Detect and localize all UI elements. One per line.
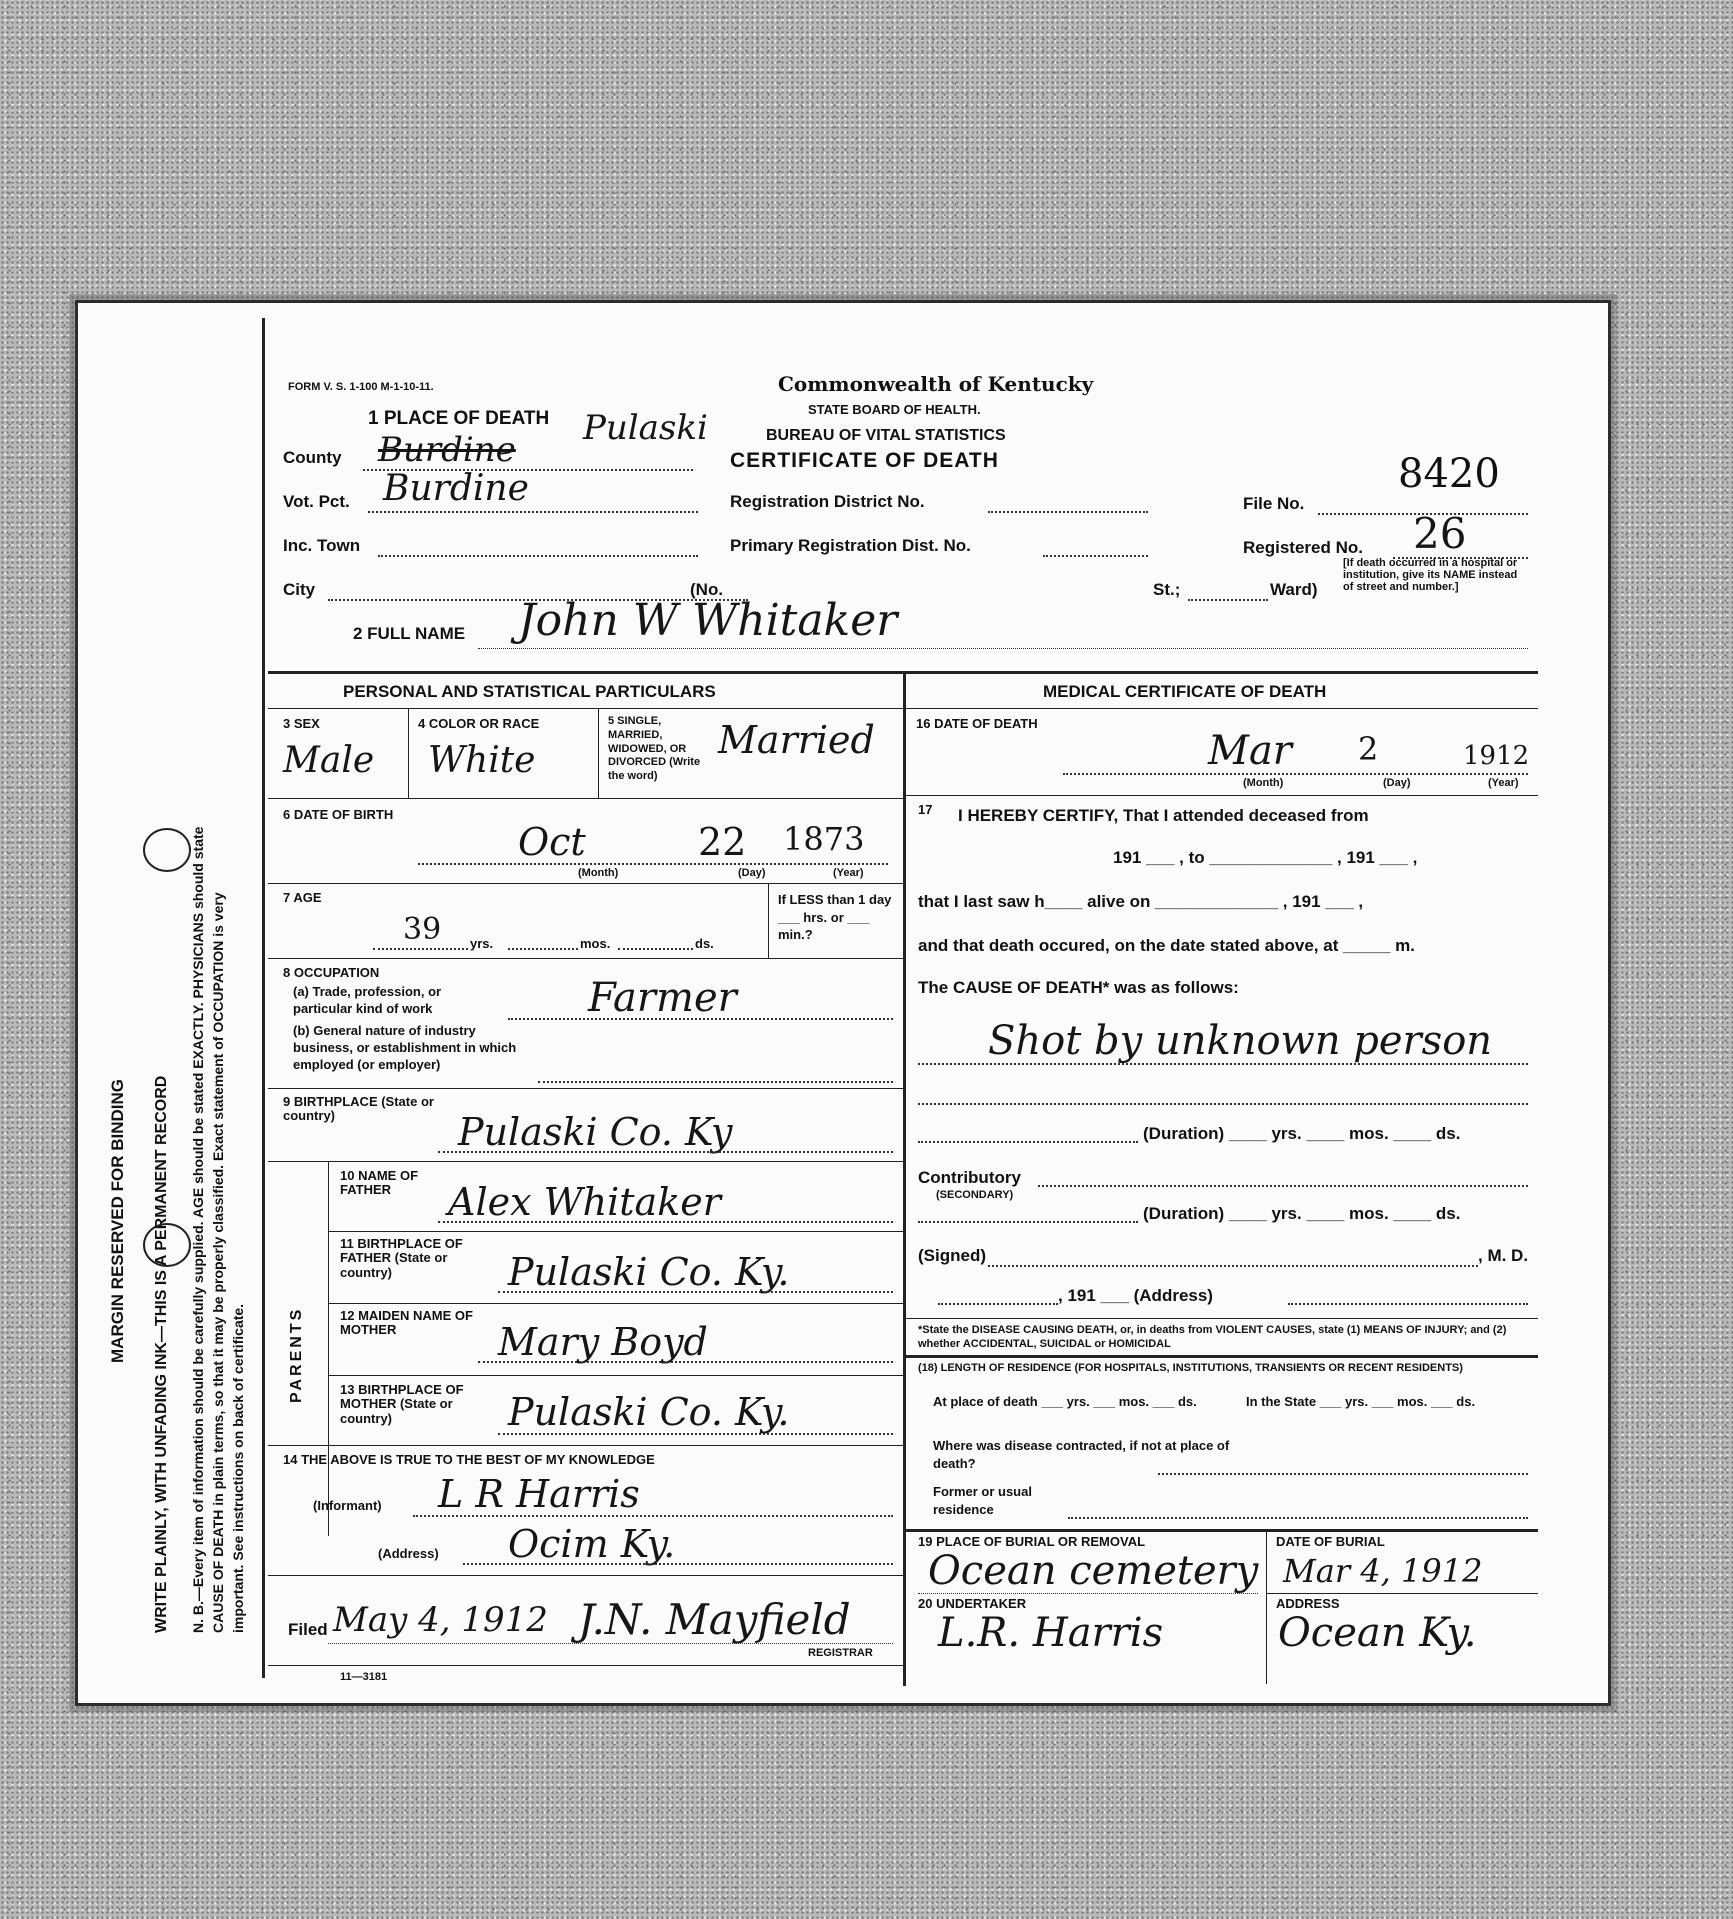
duration-line-2 — [918, 1221, 1138, 1223]
row-rule — [328, 1303, 903, 1304]
margin-note-line2: CAUSE OF DEATH in plain terms, so that it may be properly classified. Exact statement of OCCUPATION is very — [210, 892, 226, 1633]
margin-binding-note: MARGIN RESERVED FOR BINDING — [108, 1079, 127, 1363]
full-name-label: 2 FULL NAME — [353, 624, 466, 643]
form-code: 11—3181 — [340, 1671, 388, 1683]
registered-no-line — [1393, 557, 1528, 559]
board-heading: STATE BOARD OF HEALTH. — [808, 402, 981, 417]
vot-pct-value: Burdine — [383, 468, 529, 509]
row-rule — [903, 1529, 1538, 1532]
dob-day: 22 — [698, 820, 747, 864]
md-label: , M. D. — [1478, 1246, 1529, 1265]
residence-in-state: In the State ___ yrs. ___ mos. ___ ds. — [1246, 1394, 1476, 1409]
center-divider — [903, 671, 906, 1686]
residence-at-place: At place of death ___ yrs. ___ mos. ___ ds. — [933, 1394, 1197, 1409]
death-date-line — [1063, 773, 1528, 775]
burial-date-label: DATE OF BURIAL — [1276, 1534, 1385, 1549]
cause-of-death-value: Shot by unknown person — [988, 1018, 1493, 1064]
occupation-b-label: (b) General nature of industry business, or establishment in which employed (or employer) — [293, 1023, 517, 1072]
age-yrs-label: yrs. — [470, 936, 494, 951]
primary-registration-line — [1043, 555, 1148, 557]
certificate-title: CERTIFICATE OF DEATH — [730, 449, 999, 472]
burial-divider — [1266, 1529, 1267, 1684]
age-days-line — [618, 948, 693, 950]
father-birthplace-value: Pulaski Co. Ky. — [508, 1250, 790, 1294]
sex-divider — [408, 708, 409, 798]
filed-date-value: May 4, 1912 — [333, 1600, 548, 1640]
signed-date-address: , 191 ___ (Address) — [1058, 1286, 1213, 1305]
age-divider — [768, 883, 769, 958]
margin-note-line3: important. See instructions on back of certificate. — [230, 1303, 246, 1633]
color-label: 4 COLOR OR RACE — [418, 716, 540, 731]
row-rule — [903, 795, 1538, 796]
cause-footnote: *State the DISEASE CAUSING DEATH, or, in deaths from VIOLENT CAUSES, state (1) MEANS OF INJURY; and (2) whether ACCIDENTAL, SUICIDAL or HOMICIDAL — [918, 1324, 1507, 1351]
county-struck-value: Burdine — [378, 430, 516, 470]
contributory-line — [1038, 1185, 1528, 1187]
commonwealth-heading: Commonwealth of Kentucky — [778, 372, 1094, 396]
file-no-label: File No. — [1243, 494, 1305, 513]
hospital-note: [If death occurred in a hospital or institution, give its NAME instead of street and number.] — [1343, 557, 1518, 594]
age-ds-label: ds. — [695, 936, 714, 951]
full-name-value: John W Whitaker — [518, 595, 898, 646]
informant-address-label: (Address) — [378, 1546, 439, 1561]
row-rule — [903, 1318, 1538, 1319]
row-rule — [268, 958, 903, 959]
parents-label: PARENTS — [288, 1306, 305, 1403]
age-value: 39 — [403, 912, 442, 947]
informant-label: (Informant) — [313, 1498, 382, 1513]
street-label: St.; — [1153, 580, 1181, 599]
marital-label: 5 SINGLE, MARRIED, WIDOWED, OR DIVORCED (Write the word) — [608, 715, 701, 782]
attended-from-to: 191 ___ , to _____________ , 191 ___ , — [1113, 848, 1418, 867]
mother-birthplace-value: Pulaski Co. Ky. — [508, 1390, 790, 1434]
contracted-line — [1158, 1473, 1528, 1475]
registration-district-label: Registration District No. — [730, 492, 925, 511]
registration-district-line — [988, 511, 1148, 513]
vot-pct-line — [368, 511, 698, 513]
dob-year-caption: (Year) — [833, 867, 864, 879]
age-label: 7 AGE — [283, 890, 322, 905]
margin-circle-mark — [143, 828, 191, 872]
dob-month-caption: (Month) — [578, 867, 619, 879]
dob-day-caption: (Day) — [738, 867, 766, 879]
filed-line — [328, 1643, 893, 1644]
death-month: Mar — [1208, 728, 1292, 774]
ward-label: Ward) — [1270, 580, 1318, 599]
street-line — [1188, 599, 1268, 601]
residence-label: (18) LENGTH OF RESIDENCE (FOR HOSPITALS, INSTITUTIONS, TRANSIENTS OR RECENT RESIDENTS) — [918, 1362, 1463, 1374]
dob-label: 6 DATE OF BIRTH — [283, 807, 394, 822]
full-name-line — [478, 648, 1528, 649]
occupation-value: Farmer — [588, 975, 737, 1021]
father-name-value: Alex Whitaker — [448, 1180, 721, 1224]
informant-value: L R Harris — [438, 1472, 640, 1516]
mother-name-value: Mary Boyd — [498, 1320, 708, 1364]
age-years-line — [373, 948, 468, 950]
place-of-death-heading: 1 PLACE OF DEATH — [368, 408, 550, 429]
bureau-heading: BUREAU OF VITAL STATISTICS — [766, 427, 1006, 444]
secondary-label: (SECONDARY) — [936, 1189, 1014, 1201]
death-year: 1912 — [1463, 741, 1530, 771]
informant-line — [413, 1515, 893, 1517]
row-rule — [1266, 1593, 1538, 1594]
undertaker-value: L.R. Harris — [938, 1610, 1164, 1656]
signed-label: (Signed) — [918, 1246, 986, 1265]
undertaker-label: 20 UNDERTAKER — [918, 1596, 1027, 1611]
birthplace-label: 9 BIRTHPLACE (State or country) — [283, 1094, 434, 1124]
last-saw-alive: that I last saw h____ alive on _____________ , 191 ___ , — [918, 892, 1364, 911]
heading-rule — [268, 708, 1538, 709]
vot-pct-label: Vot. Pct. — [283, 492, 350, 511]
dob-year: 1873 — [783, 820, 865, 858]
row-rule — [268, 883, 903, 884]
county-value: Pulaski — [583, 408, 708, 448]
father-name-label: 10 NAME OF FATHER — [340, 1168, 419, 1198]
row-rule — [268, 1665, 903, 1666]
row-rule — [268, 1088, 903, 1089]
certify-statement: I HEREBY CERTIFY, That I attended deceased from — [958, 806, 1369, 825]
death-year-caption: (Year) — [1488, 777, 1519, 789]
father-birthplace-label: 11 BIRTHPLACE OF FATHER (State or country) — [340, 1236, 463, 1280]
dob-month: Oct — [518, 820, 586, 864]
registrar-label: REGISTRAR — [808, 1647, 873, 1659]
mother-name-line — [478, 1361, 893, 1363]
margin-circle-mark — [143, 1223, 191, 1267]
form-number: FORM V. S. 1-100 M-1-10-11. — [288, 381, 434, 393]
father-birthplace-line — [498, 1291, 893, 1293]
cause-of-death-label: The CAUSE OF DEATH* was as follows: — [918, 978, 1239, 997]
registered-no-label: Registered No. — [1243, 538, 1363, 557]
personal-heading: PERSONAL AND STATISTICAL PARTICULARS — [343, 682, 716, 701]
margin-rule — [262, 318, 265, 1678]
row-rule — [328, 1231, 903, 1232]
color-value: White — [428, 740, 536, 781]
birthplace-value: Pulaski Co. Ky — [458, 1110, 733, 1154]
mother-name-label: 12 MAIDEN NAME OF MOTHER — [340, 1308, 473, 1338]
row-rule — [268, 1575, 903, 1576]
occupation-label: 8 OCCUPATION — [283, 965, 380, 980]
disease-contracted-label: Where was disease contracted, if not at place of death? — [933, 1438, 1230, 1472]
registrar-signature: J.N. Mayfield — [578, 1595, 851, 1644]
filed-label: Filed — [288, 1620, 328, 1639]
occupation-b-line — [538, 1081, 893, 1083]
birthplace-line — [438, 1151, 893, 1153]
street-no-label: (No. — [690, 580, 724, 599]
primary-registration-label: Primary Registration Dist. No. — [730, 536, 971, 555]
cause-line-1 — [918, 1063, 1528, 1065]
burial-place-line — [918, 1593, 1258, 1594]
informant-address-line — [463, 1563, 893, 1565]
registered-no-value: 26 — [1413, 509, 1467, 558]
inc-town-label: Inc. Town — [283, 536, 361, 555]
father-name-line — [438, 1221, 893, 1223]
county-label: County — [283, 448, 342, 467]
death-day: 2 — [1358, 730, 1379, 768]
age-mos-label: mos. — [580, 936, 611, 951]
color-divider — [598, 708, 599, 798]
death-date-label: 16 DATE OF DEATH — [916, 716, 1038, 731]
mother-birthplace-label: 13 BIRTHPLACE OF MOTHER (State or country) — [340, 1382, 464, 1426]
margin-write-plainly-note: WRITE PLAINLY, WITH UNFADING INK—THIS IS A PERMANENT RECORD — [153, 1075, 170, 1633]
margin-note-line1: N. B.—Every item of information should be carefully supplied. AGE should be stated EXACTLY. PHYSICIANS should state — [190, 826, 206, 1633]
former-residence-label: Former or usual residence — [933, 1484, 1032, 1518]
occupation-a-line — [508, 1018, 893, 1020]
less-than-day-label: If LESS than 1 day ___ hrs. or ___ min.? — [778, 892, 892, 943]
death-certificate: MARGIN RESERVED FOR BINDING WRITE PLAINLY, WITH UNFADING INK—THIS IS A PERMANENT RECORD N. B.—Every item of information should be carefully supplied. AGE should be stated EXACTLY. PHYSICIANS should state CAUSE OF DEATH in plain terms, so that it may be properly classified. Exact statement of OCCUPATION is very important. See instructions on back of certificate. FORM V. S. 1-100 M-1-10-11. Commonwealth of Kentucky STATE BOARD OF HEALTH. BUREAU OF VITAL STATISTICS CERTIFICATE OF DEATH 1 PLACE OF DEATH County Burdine Pulaski Vot. Pct. Burdine Inc. Town City (No. St.; Ward) [If death occurred in a hospital or institution, give its NAME instead of street and number.] Registration District No. Primary Registration Dist. No. 8420 File No. Registered No. 26 2 FULL NAME John W Whitaker PERSONAL AND STATISTICAL PARTICULARS MEDICAL CERTIFICATE OF DEATH 3 SEX Male 4 COLOR OR RACE White 5 SINGLE, MARRIED, WIDOWED, OR DIVORCED (Write the word) Married 6 DATE OF BIRTH Oct 22 1873 (Month) (Day) (Year) 7 AGE 39 yrs. mos. ds. If LESS than 1 day ___ hrs. or ___ min.? 8 OCCUPATION (a) Trade, profession, or particular kind of work Farmer (b) General nature of industry business, or establishment in which employed (or employer) 9 BIRTHPLACE (State or country) Pulaski Co. Ky PARENTS 10 NAME OF FATHER Alex Whitaker 11 BIRTHPLACE OF FATHER (State or country) Pulaski Co. Ky. 12 MAIDEN NAME OF MOTHER Mary Boyd 13 BIRTHPLACE OF MOTHER (State or country) Pulaski Co. Ky. 14 THE ABOVE IS TRUE TO THE BEST OF MY KNOWLEDGE (Informant) L R Harris (Address) Ocim Ky. Filed May 4, 1912 J.N. Mayfield REGISTRAR 11—3181 16 DATE OF DEATH Mar 2 1912 (Month) (Day) (Year) 17 I HEREBY CERTIFY, That I attended deceased from 191 ___ , to _____________ , 191 ___ , that I last saw h____ alive on _____________ , 191 ___ , and that death occured, on the date stated above, at _____ m. The CAUSE OF DEATH* was as follows: Shot by unknown person (Duration) ____ yrs. ____ mos. ____ ds. Contributory (SECONDARY) (Duration) ____ yrs. ____ mos. ____ ds. (Signed) , M. D. , 191 ___ (Address) *State the DISEASE CAUSING DEATH, or, in deaths from VIOLENT CAUSES, state (1) MEANS OF INJURY; and (2) whether ACCIDENTAL, SUICIDAL or HOMICIDAL (18) LENGTH OF RESIDENCE (FOR HOSPITALS, INSTITUTIONS, TRANSIENTS OR RECENT RESIDENTS) At place of death ___ yrs. ___ mos. ___ ds. In the State ___ yrs. ___ mos. ___ ds. Where was disease contracted, if not at place of death? Former or usual residence 19 PLACE OF BURIAL OR REMOVAL Ocean cemetery DATE OF BURIAL Mar 4, 1912 20 UNDERTAKER L.R. Harris ADDRESS Ocean Ky. — [75, 300, 1611, 1706]
undertaker-address-label: ADDRESS — [1276, 1596, 1340, 1611]
signed-line — [988, 1265, 1478, 1267]
mother-birthplace-line — [498, 1433, 893, 1435]
occupation-a-label: (a) Trade, profession, or particular kind of work — [293, 984, 442, 1016]
duration-2: (Duration) ____ yrs. ____ mos. ____ ds. — [1143, 1204, 1461, 1223]
row-rule — [328, 1375, 903, 1376]
sex-value: Male — [283, 740, 375, 781]
informant-address-value: Ocim Ky. — [508, 1522, 676, 1566]
row-rule — [268, 798, 903, 799]
burial-place-value: Ocean cemetery — [928, 1548, 1259, 1594]
undertaker-address-value: Ocean Ky. — [1278, 1610, 1477, 1656]
duration-line-1 — [918, 1141, 1138, 1143]
true-statement-label: 14 THE ABOVE IS TRUE TO THE BEST OF MY KNOWLEDGE — [283, 1452, 655, 1467]
file-number-stamp: 8420 — [1398, 451, 1500, 497]
row-rule — [903, 1355, 1538, 1358]
medical-heading: MEDICAL CERTIFICATE OF DEATH — [1043, 682, 1327, 701]
cause-line-2 — [918, 1103, 1528, 1105]
signed-date-line — [938, 1303, 1058, 1305]
parents-divider — [328, 1161, 329, 1536]
sex-label: 3 SEX — [283, 716, 320, 731]
marital-value: Married — [718, 718, 875, 762]
death-day-caption: (Day) — [1383, 777, 1411, 789]
contributory-label: Contributory — [918, 1168, 1021, 1187]
burial-place-label: 19 PLACE OF BURIAL OR REMOVAL — [918, 1534, 1146, 1549]
row-rule — [268, 1445, 903, 1446]
duration-1: (Duration) ____ yrs. ____ mos. ____ ds. — [1143, 1124, 1461, 1143]
inc-town-line — [378, 555, 698, 557]
row-rule — [268, 1161, 903, 1162]
former-residence-line — [1068, 1517, 1528, 1519]
death-month-caption: (Month) — [1243, 777, 1284, 789]
age-months-line — [508, 948, 578, 950]
burial-date-value: Mar 4, 1912 — [1283, 1552, 1483, 1590]
city-label: City — [283, 580, 316, 599]
address-line — [1288, 1303, 1528, 1305]
dob-line — [418, 863, 888, 865]
death-occured-time: and that death occured, on the date stated above, at _____ m. — [918, 936, 1415, 955]
